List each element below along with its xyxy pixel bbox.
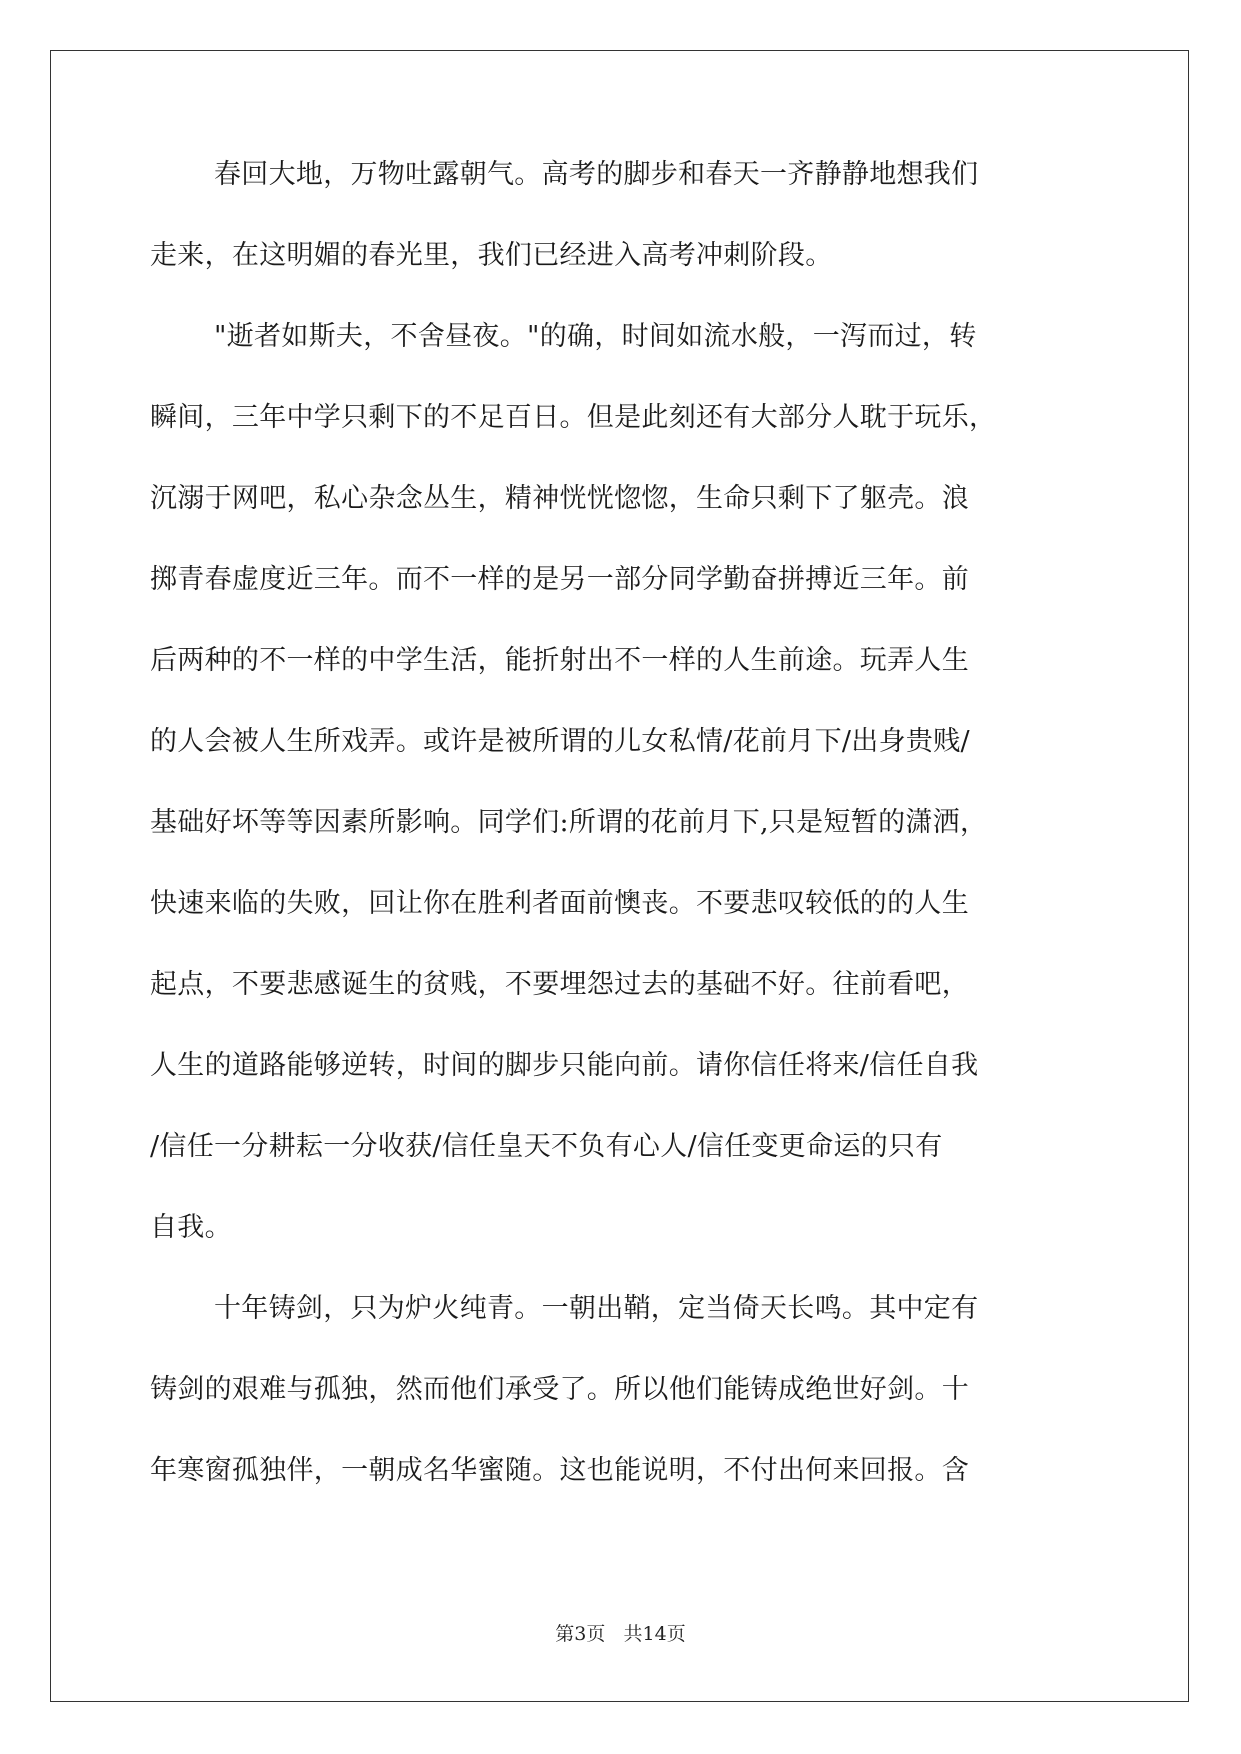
body-line-15: 十年铸剑，只为炉火纯青。一朝出鞘，定当倚天长鸣。其中定有 (214, 1293, 979, 1324)
document-body (150, 160, 1090, 1537)
body-line-9: 基础好坏等等因素所影响。同学们:所谓的花前月下,只是短暂的潇洒， (150, 807, 988, 838)
body-line-6: 掷青春虚度近三年。而不一样的是另一部分同学勤奋拼搏近三年。前 (150, 564, 969, 595)
body-line-2: 走来，在这明媚的春光里，我们已经进入高考冲刺阶段。 (150, 240, 833, 271)
body-line-17: 年寒窗孤独伴，一朝成名华蜜随。这也能说明，不付出何来回报。含 (150, 1455, 969, 1486)
body-line-3: "逝者如斯夫，不舍昼夜。"的确，时间如流水般，一泻而过，转 (214, 321, 977, 352)
body-line-11: 起点，不要悲感诞生的贫贱，不要埋怨过去的基础不好。往前看吧， (150, 969, 969, 1000)
page-total: 共14页 (623, 1623, 686, 1645)
body-line-12: 人生的道路能够逆转，时间的脚步只能向前。请你信任将来/信任自我 (150, 1050, 979, 1081)
body-line-14: 自我。 (150, 1212, 232, 1243)
page-footer (0, 1619, 1241, 1646)
body-line-8: 的人会被人生所戏弄。或许是被所谓的儿女私情/花前月下/出身贵贱/ (150, 726, 970, 757)
body-line-13: /信任一分耕耘一分收获/信任皇天不负有心人/信任变更命运的只有 (150, 1131, 943, 1162)
body-line-5: 沉溺于网吧，私心杂念丛生，精神恍恍惚惚，生命只剩下了躯壳。浪 (150, 483, 969, 514)
page-number: 第3页 (555, 1623, 606, 1645)
body-line-10: 快速来临的失败，回让你在胜利者面前懊丧。不要悲叹较低的的人生 (150, 888, 969, 919)
body-line-4: 瞬间，三年中学只剩下的不足百日。但是此刻还有大部分人耽于玩乐， (150, 402, 997, 433)
body-line-16: 铸剑的艰难与孤独，然而他们承受了。所以他们能铸成绝世好剑。十 (150, 1374, 969, 1405)
body-line-1: 春回大地，万物吐露朝气。高考的脚步和春天一齐静静地想我们 (214, 159, 979, 190)
footer-spacer (605, 1623, 623, 1645)
body-line-7: 后两种的不一样的中学生活，能折射出不一样的人生前途。玩弄人生 (150, 645, 969, 676)
